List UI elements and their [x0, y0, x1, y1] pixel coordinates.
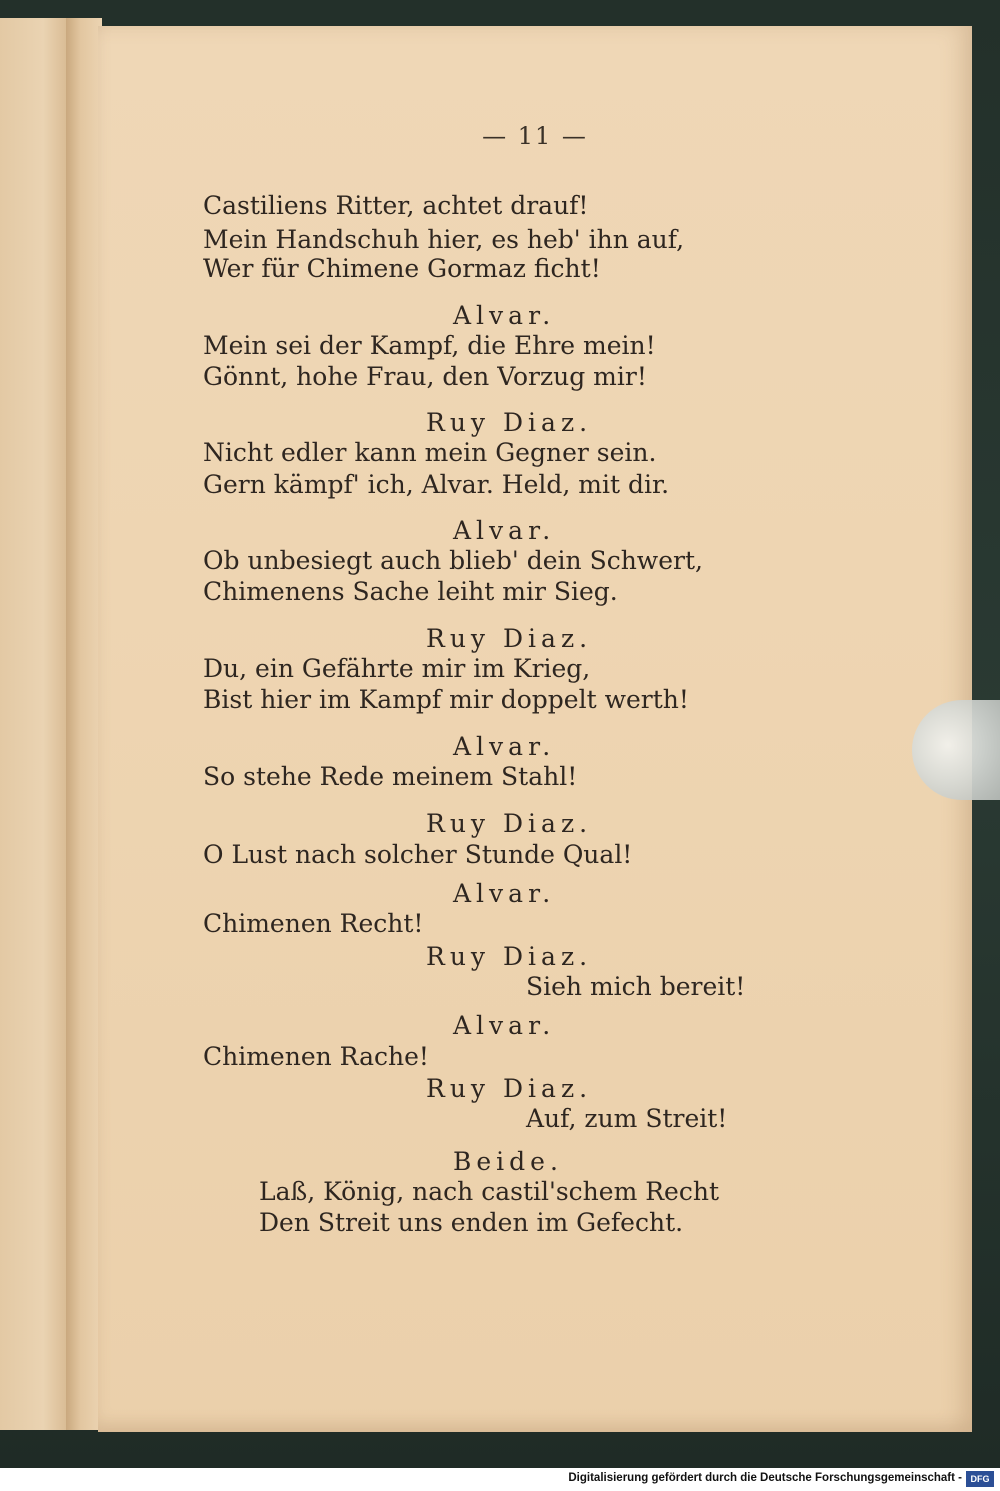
verse-line: Mein Handschuh hier, es heb' ihn auf,	[203, 225, 685, 254]
verse-line: Sieh mich bereit!	[526, 972, 746, 1001]
verse-line: Den Streit uns enden im Gefecht.	[259, 1208, 684, 1237]
verse-line: Mein sei der Kampf, die Ehre mein!	[203, 331, 656, 360]
verse-line: Auf, zum Streit!	[526, 1104, 728, 1133]
speaker-name: Ruy Diaz.	[426, 624, 593, 653]
verse-line: Chimenen Recht!	[203, 909, 424, 938]
speaker-name: Alvar.	[453, 516, 556, 545]
verse-line: O Lust nach solcher Stunde Qual!	[203, 840, 633, 869]
speaker-name: Alvar.	[453, 301, 556, 330]
verse-line: Bist hier im Kampf mir doppelt werth!	[203, 685, 689, 714]
verse-line: Du, ein Gefährte mir im Krieg,	[203, 654, 591, 683]
speaker-name: Alvar.	[453, 732, 556, 761]
speaker-name: Alvar.	[453, 1011, 556, 1040]
verse-line: Nicht edler kann mein Gegner sein.	[203, 438, 657, 467]
verse-line: Chimenen Rache!	[203, 1042, 429, 1071]
footer-bar	[0, 1468, 1000, 1491]
speaker-name: Alvar.	[453, 879, 556, 908]
speaker-name: Beide.	[453, 1147, 563, 1176]
facing-page-edge	[0, 18, 72, 1430]
speaker-name: Ruy Diaz.	[426, 942, 593, 971]
verse-line: So stehe Rede meinem Stahl!	[203, 762, 578, 791]
page-number: — 11 —	[482, 122, 588, 150]
funding-credit: Digitalisierung gefördert durch die Deutsche Forschungsgemeinschaft -	[568, 1472, 962, 1484]
speaker-name: Ruy Diaz.	[426, 408, 593, 437]
verse-line: Wer für Chimene Gormaz ficht!	[203, 254, 601, 283]
verse-line: Gern kämpf' ich, Alvar. Held, mit dir.	[203, 470, 670, 499]
verse-line: Chimenens Sache leiht mir Sieg.	[203, 577, 618, 606]
verse-line: Ob unbesiegt auch blieb' dein Schwert,	[203, 546, 703, 575]
speaker-name: Ruy Diaz.	[426, 809, 593, 838]
dfg-logo: DFG	[966, 1471, 994, 1487]
verse-line: Laß, König, nach castil'schem Recht	[259, 1177, 719, 1206]
book-gutter	[66, 18, 102, 1430]
speaker-name: Ruy Diaz.	[426, 1074, 593, 1103]
verse-line: Castiliens Ritter, achtet drauf!	[203, 191, 589, 220]
verse-line: Gönnt, hohe Frau, den Vorzug mir!	[203, 362, 647, 391]
